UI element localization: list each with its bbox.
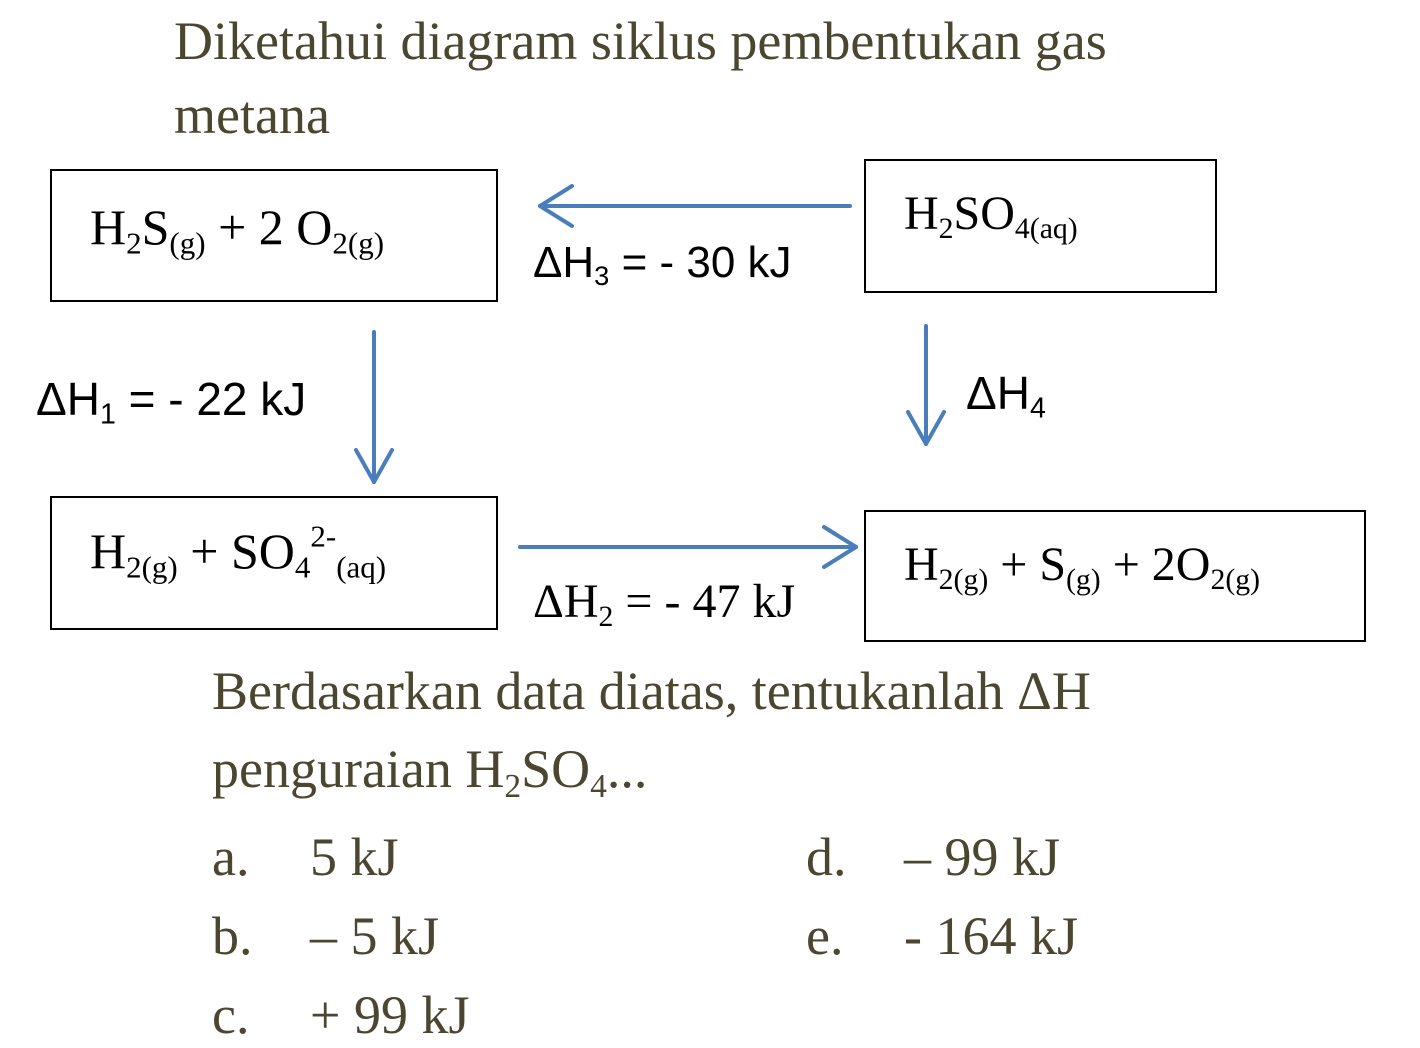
title-line-2: metana — [174, 85, 330, 145]
formula-h2so4: $H_2SO_{4(aq)}$ — [904, 187, 1078, 245]
option-d[interactable] — [806, 826, 1060, 888]
arrow-dh3 — [540, 186, 850, 226]
option-letter: a. — [212, 827, 250, 887]
question-line-2: penguraian $H_2SO_4$... — [212, 739, 648, 806]
arrow-dh2 — [520, 527, 856, 567]
label-dh2: $\Delta H_2$ = - 47 kJ — [533, 575, 796, 633]
label-dh4: $\Delta H_4$ — [966, 367, 1046, 425]
option-text: + 99 kJ — [310, 985, 470, 1045]
option-text: – 99 kJ — [904, 827, 1061, 887]
option-a[interactable] — [212, 826, 399, 888]
arrow-dh4 — [908, 326, 944, 444]
option-c[interactable] — [212, 984, 469, 1046]
option-e[interactable] — [806, 905, 1078, 967]
option-text: – 5 kJ — [310, 906, 440, 966]
option-text: 5 kJ — [310, 827, 399, 887]
formula-h2s-o2: $H_2S_{(g)} + 2$ $O_{2(g)}$ — [90, 199, 385, 261]
option-text: - 164 kJ — [904, 906, 1078, 966]
formula-h2-s-o2: $H_{2(g)} + S_{(g)} + 2O_{2(g)}$ — [904, 538, 1261, 596]
option-letter: d. — [806, 827, 847, 887]
option-letter: c. — [212, 985, 250, 1045]
option-letter: b. — [212, 906, 253, 966]
label-dh1: $\Delta H_1$ = - 22 kJ — [36, 373, 307, 431]
title-line-1: Diketahui diagram siklus pembentukan gas — [174, 11, 1107, 71]
label-dh3: $\Delta H_3$ = - 30 kJ — [533, 238, 792, 292]
arrow-dh1 — [356, 332, 392, 482]
formula-h2-so4-ion: $H_{2(g)} + SO_4^{2-}_{(aq)}$ — [90, 518, 387, 585]
option-b[interactable] — [212, 905, 439, 967]
question-line-1: Berdasarkan data diatas, tentukanlah ΔH — [212, 661, 1091, 721]
option-letter: e. — [806, 906, 844, 966]
